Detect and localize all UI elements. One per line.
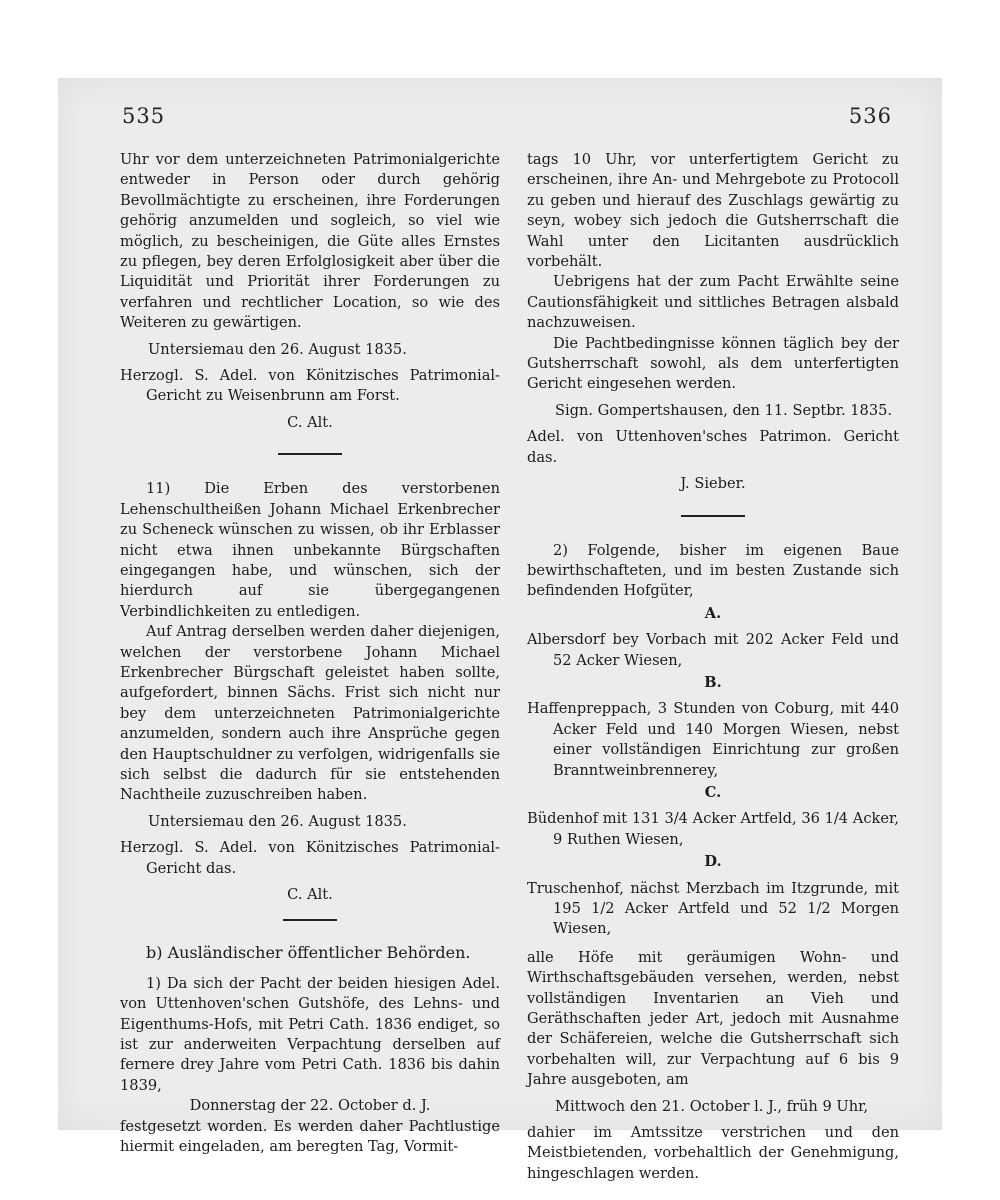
signature: C. Alt. bbox=[287, 413, 333, 431]
paragraph: 11) Die Erben des verstorbenen Lehenschultheißen Johann Michael Erkenbrecher zu Scheneck wünschen zu wissen, ob ihr Erblasser nicht etwa ihnen unbekannte Bürgschaften eingegangen habe, und wünschen, sich der hierdurch auf sie übergegangenen Verbindlichkeiten zu entledigen. bbox=[120, 480, 500, 620]
issuing-authority: Herzogl. S. Adel. von Könitzisches Patrimonial-Gericht das. bbox=[120, 839, 500, 877]
section-divider bbox=[278, 453, 342, 455]
paragraph: Uhr vor dem unterzeichneten Patrimonialgerichte entweder in Person oder durch gehörig Bevollmächtigte zu erscheinen, ihre Forderungen gehörig anzumelden und sogleich, so viel wie möglich, zu bescheinigen, die Güte alles Ernstes zu pflegen, bey deren Erfolglosigkeit aber über die Liquidität und Priorität ihrer Forderungen zu verfahren und rechtlicher Location, so wie des Weiteren zu gewärtigen. bbox=[120, 151, 500, 332]
page-number-right: 536 bbox=[848, 104, 892, 128]
paragraph: 1) Da sich der Pacht der beiden hiesigen Adel. von Uttenhoven'schen Gutshöfe, des Lehns- und Eigenthums-Hofs, mit Petri Cath. 1836 endiget, so ist zur anderweiten Verpachtung derselben auf fernere drey Jahre vom Petri Cath. 1836 bis dahin 1839, bbox=[120, 974, 500, 1094]
item-letter: A. bbox=[704, 604, 722, 622]
date-line: Donnerstag der 22. October d. J. bbox=[189, 1097, 431, 1115]
paragraph: Uebrigens hat der zum Pacht Erwählte seine Cautionsfähigkeit und sittliches Betragen alsbald nachzuweisen. bbox=[527, 273, 899, 332]
paragraph: Die Pachtbedingnisse können täglich bey der Gutsherrschaft sowohl, als dem unterfertigten Gericht eingesehen werden. bbox=[527, 334, 899, 393]
item-letter: B. bbox=[704, 673, 722, 691]
paragraph: dahier im Amtssitze verstrichen und den Meistbietenden, vorbehaltlich der Genehmigung, hingeschlagen werden. bbox=[527, 1124, 899, 1182]
section-heading: b) Ausländischer öffentlicher Behörden. bbox=[146, 943, 471, 963]
right-column bbox=[527, 150, 899, 1184]
section-divider bbox=[681, 515, 745, 517]
signature: C. Alt. bbox=[287, 886, 333, 903]
section-divider bbox=[283, 919, 337, 921]
estate-item: Haffenpreppach, 3 Stunden von Coburg, mit 440 Acker Feld und 140 Morgen Wiesen, nebst einer vollständigen Einrichtung zur großen Branntweinbrennerey, bbox=[527, 700, 899, 779]
paragraph: Auf Antrag derselben werden daher diejenigen, welchen der verstorbene Johann Michael Erkenbrecher Bürgschaft geleistet haben sollte, aufgefordert, binnen Sächs. Frist sich nicht nur bey dem unterzeichneten Patrimonialgerichte anzumelden, sondern auch ihre Ansprüche gegen den Hauptschuldner zu verfolgen, widrigenfalls sie sich selbst die dadurch für sie entstehenden Nachtheile zuzuschreiben haben. bbox=[120, 623, 500, 804]
item-letter: C. bbox=[704, 783, 722, 801]
paragraph: 2) Folgende, bisher im eigenen Baue bewirthschafteten, und im besten Zustande sich befindenden Hofgüter, bbox=[527, 541, 899, 600]
date-line: Untersiemau den 26. August 1835. bbox=[148, 812, 407, 830]
issuing-authority: Herzogl. S. Adel. von Könitzisches Patrimonial-Gericht zu Weisenbrunn am Forst. bbox=[120, 367, 500, 405]
date-line: Mittwoch den 21. October l. J., früh 9 Uhr, bbox=[555, 1097, 869, 1115]
estate-item: Truschenhof, nächst Merzbach im Itzgrunde, mit 195 1/2 Acker Artfeld und 52 1/2 Morgen Wiesen, bbox=[527, 879, 899, 938]
signature: J. Sieber. bbox=[680, 475, 746, 493]
paragraph: alle Höfe mit geräumigen Wohn- und Wirthschaftsgebäuden versehen, werden, nebst vollständigen Inventarien an Vieh und Geräthschaften jeder Art, jedoch mit Ausnahme der Schäfereien, welche die Gutsherrschaft sich vorbehalten will, zur Verpachtung auf 6 bis 9 Jahre ausgeboten, am bbox=[527, 948, 899, 1089]
item-letter: D. bbox=[704, 853, 722, 871]
paragraph: festgesetzt worden. Es werden daher Pachtlustige hiermit eingeladen, am beregten Tag, Vormit- bbox=[120, 1117, 500, 1156]
left-column bbox=[120, 150, 500, 1157]
paragraph: tags 10 Uhr, vor unterfertigtem Gericht zu erscheinen, ihre An- und Mehrgebote zu Protocoll zu geben und hierauf des Zuschlags gewärtig zu seyn, wobey sich jedoch die Gutsherrschaft die Wahl unter den Licitanten ausdrücklich vorbehält. bbox=[527, 151, 899, 271]
page-number-left: 535 bbox=[122, 104, 166, 128]
date-line: Sign. Gompertshausen, den 11. Septbr. 1835. bbox=[555, 401, 893, 419]
estate-item: Büdenhof mit 131 3/4 Acker Artfeld, 36 1/4 Acker, 9 Ruthen Wiesen, bbox=[527, 810, 899, 848]
issuing-authority: Adel. von Uttenhoven'sches Patrimon. Gericht das. bbox=[527, 428, 899, 466]
estate-item: Albersdorf bey Vorbach mit 202 Acker Feld und 52 Acker Wiesen, bbox=[527, 631, 899, 669]
date-line: Untersiemau den 26. August 1835. bbox=[148, 340, 407, 358]
